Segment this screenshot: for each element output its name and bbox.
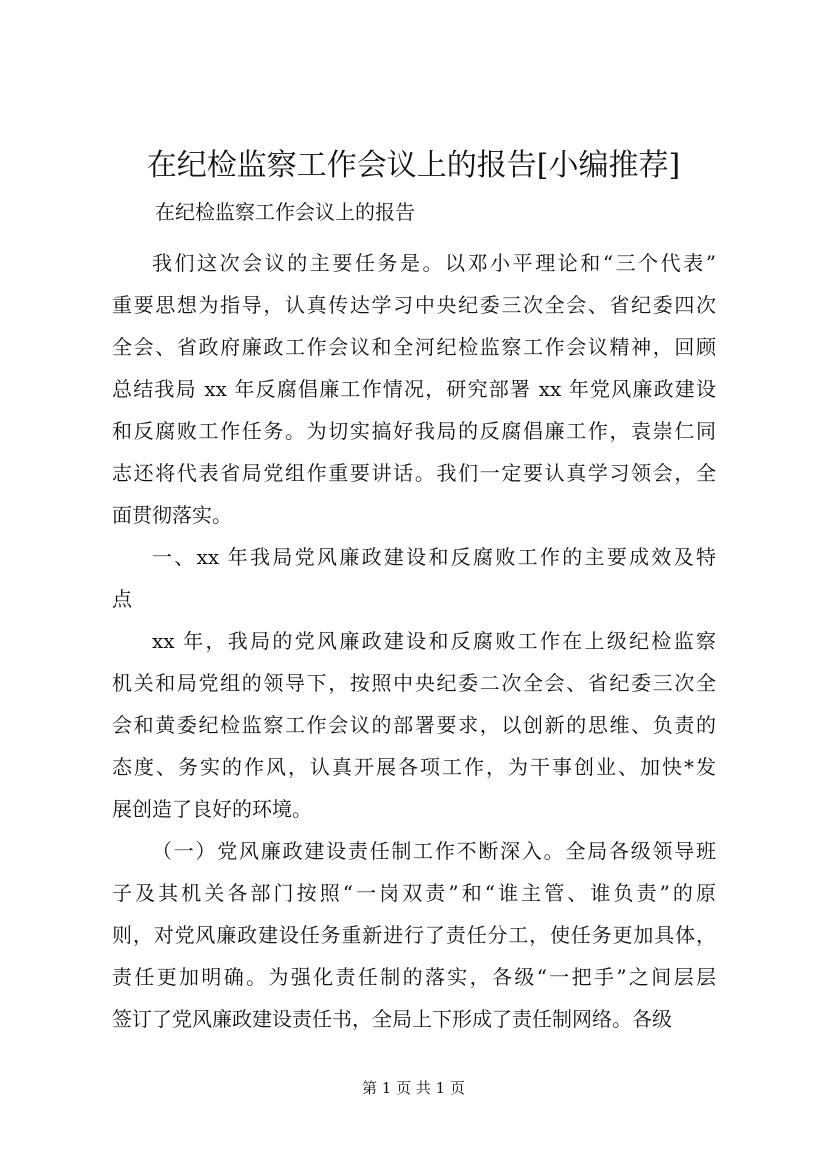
paragraph-line: 全会、省政府廉政工作会议和全河纪检监察工作会议精神，回顾 xyxy=(112,335,716,359)
paragraph-line: 则，对党风廉政建设任务重新进行了责任分工，使任务更加具体， xyxy=(112,923,716,947)
paragraph xyxy=(112,242,716,536)
paragraph xyxy=(112,536,716,620)
paragraph-line: 志还将代表省局党组作重要讲话。我们一定要认真学习领会，全 xyxy=(112,461,716,485)
paragraph-line: 一、xx 年我局党风廉政建设和反腐败工作的主要成效及特 xyxy=(152,545,716,569)
paragraph-line: 机关和局党组的领导下，按照中央纪委二次全会、省纪委三次全 xyxy=(112,671,716,695)
paragraph-line: 责任更加明确。为强化责任制的落实，各级“一把手”之间层层 xyxy=(112,965,716,989)
document-title: 在纪检监察工作会议上的报告[小编推荐] xyxy=(146,148,681,183)
paragraph-line: 子及其机关各部门按照“一岗双责”和“谁主管、谁负责”的原 xyxy=(112,881,716,905)
paragraph-line: xx 年，我局的党风廉政建设和反腐败工作在上级纪检监察 xyxy=(152,629,716,653)
paragraph xyxy=(112,830,716,1040)
paragraph-line: 展创造了良好的环境。 xyxy=(112,797,312,821)
paragraph-line: 面贯彻落实。 xyxy=(112,503,232,527)
paragraph xyxy=(112,620,716,830)
page-footer: 第 1 页 共 1 页 xyxy=(362,1079,465,1097)
paragraph-line: 总结我局 xx 年反腐倡廉工作情况，研究部署 xx 年党风廉政建设 xyxy=(112,377,716,401)
paragraph-line: （一）党风廉政建设责任制工作不断深入。全局各级领导班 xyxy=(152,839,716,863)
paragraph-line: 重要思想为指导，认真传达学习中央纪委三次全会、省纪委四次 xyxy=(112,293,716,317)
document-body xyxy=(112,242,716,1040)
paragraph-line: 点 xyxy=(112,587,132,611)
paragraph-line: 和反腐败工作任务。为切实搞好我局的反腐倡廉工作，袁崇仁同 xyxy=(112,419,716,443)
paragraph-line: 签订了党风廉政建设责任书，全局上下形成了责任制网络。各级 xyxy=(112,1007,672,1031)
paragraph-line: 态度、务实的作风，认真开展各项工作，为干事创业、加快*发 xyxy=(112,755,716,779)
document-subtitle: 在纪检监察工作会议上的报告 xyxy=(155,200,415,224)
paragraph-line: 会和黄委纪检监察工作会议的部署要求，以创新的思维、负责的 xyxy=(112,713,716,737)
paragraph-line: 我们这次会议的主要任务是。以邓小平理论和“三个代表” xyxy=(152,251,716,275)
